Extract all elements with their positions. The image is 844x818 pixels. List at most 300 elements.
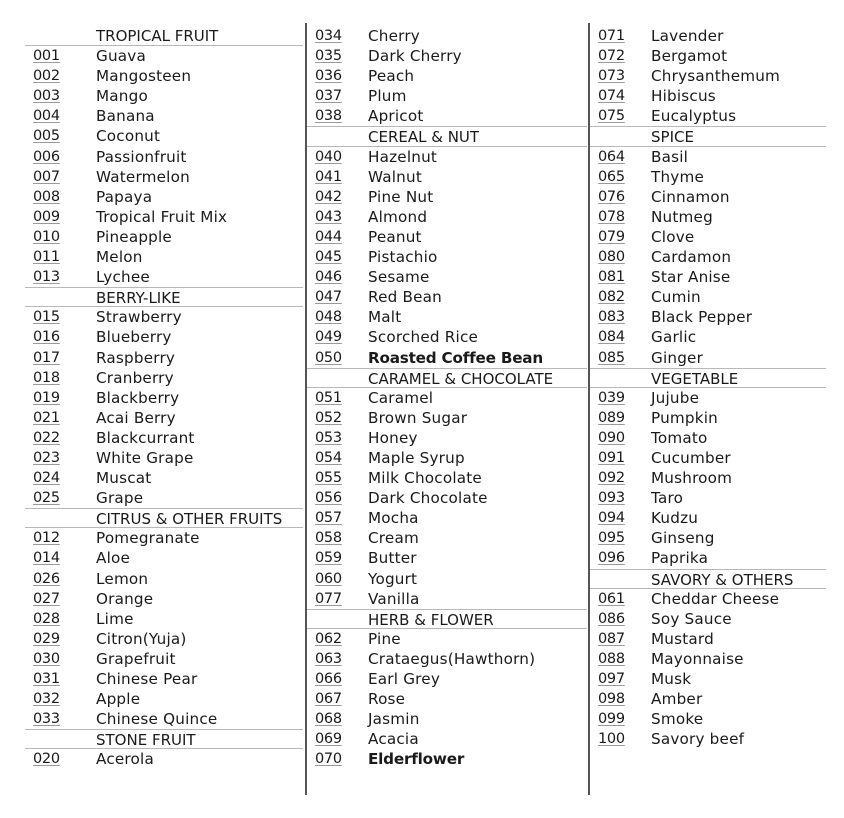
flavor-code: 090 xyxy=(598,429,625,446)
flavor-item xyxy=(25,709,303,729)
flavor-code: 099 xyxy=(598,711,625,728)
flavor-code: 070 xyxy=(315,751,342,768)
flavor-name: Amber xyxy=(651,690,703,709)
flavor-code: 030 xyxy=(33,650,60,667)
flavor-code: 002 xyxy=(33,68,60,85)
flavor-code: 035 xyxy=(315,48,342,65)
flavor-name: Acai Berry xyxy=(96,408,176,427)
flavor-item xyxy=(25,629,303,649)
flavor-name: Plum xyxy=(368,87,407,106)
flavor-item xyxy=(590,428,826,448)
flavor-code: 038 xyxy=(315,108,342,125)
flavor-code: 009 xyxy=(33,208,60,225)
flavor-name: Jasmin xyxy=(368,710,420,729)
flavor-item xyxy=(307,46,587,66)
flavor-code: 006 xyxy=(33,148,60,165)
flavor-item xyxy=(590,548,826,568)
flavor-item xyxy=(307,348,587,368)
flavor-name: Clove xyxy=(651,227,695,246)
flavor-code: 010 xyxy=(33,228,60,245)
flavor-code: 089 xyxy=(598,409,625,426)
flavor-item xyxy=(590,147,826,167)
flavor-code: 060 xyxy=(315,570,342,587)
flavor-item xyxy=(590,669,826,689)
flavor-item xyxy=(590,106,826,126)
flavor-code: 031 xyxy=(33,671,60,687)
flavor-name: Strawberry xyxy=(96,308,182,327)
flavor-name: Ginger xyxy=(651,348,704,367)
flavor-code: 087 xyxy=(598,630,625,647)
flavor-item xyxy=(307,589,587,609)
flavor-code: 072 xyxy=(598,48,625,65)
flavor-code: 071 xyxy=(598,28,625,44)
flavor-item xyxy=(590,629,826,649)
flavor-code: 003 xyxy=(33,88,60,105)
flavor-name: Cream xyxy=(368,529,419,548)
flavor-item xyxy=(307,388,587,408)
flavor-code: 008 xyxy=(33,188,60,205)
flavor-item xyxy=(307,227,587,247)
flavor-item xyxy=(307,147,587,167)
flavor-name: Vanilla xyxy=(368,589,420,608)
flavor-code: 051 xyxy=(315,389,342,406)
flavor-item xyxy=(307,26,587,46)
flavor-item xyxy=(307,327,587,347)
flavor-name: Almond xyxy=(368,207,428,226)
section-title: TROPICAL FRUIT xyxy=(96,27,219,45)
flavor-item xyxy=(590,187,826,207)
flavor-item xyxy=(25,408,303,428)
flavor-name: Smoke xyxy=(651,710,704,729)
flavor-name: Crataegus(Hawthorn) xyxy=(368,649,536,668)
flavor-code: 054 xyxy=(315,449,342,466)
flavor-item xyxy=(25,167,303,187)
flavor-name: Elderflower xyxy=(368,750,465,769)
flavor-item xyxy=(307,669,587,689)
flavor-name: Blackberry xyxy=(96,388,180,407)
flavor-item xyxy=(590,528,826,548)
flavor-code: 011 xyxy=(33,249,60,266)
flavor-item xyxy=(307,167,587,187)
section-header xyxy=(25,26,303,46)
flavor-name: Rose xyxy=(368,690,406,709)
flavor-name: Apricot xyxy=(368,107,424,126)
flavor-item xyxy=(25,428,303,448)
flavor-name: Mocha xyxy=(368,509,419,528)
flavor-name: Paprika xyxy=(651,549,709,568)
flavor-item xyxy=(25,86,303,106)
flavor-code: 058 xyxy=(315,530,342,547)
flavor-code: 018 xyxy=(33,369,60,386)
flavor-name: Ginseng xyxy=(651,529,715,548)
flavor-code: 067 xyxy=(315,691,342,708)
flavor-item xyxy=(590,287,826,307)
flavor-name: Maple Syrup xyxy=(368,448,465,467)
flavor-name: Eucalyptus xyxy=(651,107,737,126)
flavor-name: Walnut xyxy=(368,167,422,186)
flavor-item xyxy=(307,86,587,106)
flavor-item xyxy=(590,468,826,488)
flavor-name: Milk Chocolate xyxy=(368,469,482,488)
flavor-name: Mango xyxy=(96,87,148,106)
flavor-item xyxy=(307,207,587,227)
flavor-name: Papaya xyxy=(96,187,153,206)
flavor-name: Guava xyxy=(96,47,146,66)
flavor-item xyxy=(25,227,303,247)
flavor-code: 020 xyxy=(33,751,60,768)
flavor-item xyxy=(25,267,303,287)
flavor-name: Caramel xyxy=(368,388,434,407)
flavor-code: 094 xyxy=(598,510,625,527)
flavor-code: 044 xyxy=(315,228,342,245)
flavor-name: Banana xyxy=(96,107,155,126)
flavor-code: 059 xyxy=(315,550,342,567)
flavor-code: 083 xyxy=(598,309,625,326)
flavor-code: 086 xyxy=(598,610,625,627)
flavor-name: Honey xyxy=(368,428,418,447)
flavor-item xyxy=(307,448,587,468)
flavor-name: White Grape xyxy=(96,448,194,467)
flavor-code: 053 xyxy=(315,429,342,446)
flavor-name: Yogurt xyxy=(368,569,418,588)
flavor-code: 032 xyxy=(33,691,60,708)
flavor-name: Peach xyxy=(368,67,415,86)
flavor-code: 055 xyxy=(315,470,342,487)
flavor-item xyxy=(590,327,826,347)
flavor-name: Soy Sauce xyxy=(651,609,732,628)
flavor-item xyxy=(25,106,303,126)
flavor-code: 081 xyxy=(598,269,625,286)
flavor-code: 076 xyxy=(598,188,625,205)
flavor-name: Tropical Fruit Mix xyxy=(96,207,228,226)
flavor-code: 061 xyxy=(598,590,625,607)
section-header xyxy=(307,126,587,146)
flavor-item xyxy=(307,247,587,267)
flavor-code: 096 xyxy=(598,550,625,567)
flavor-item xyxy=(25,468,303,488)
flavor-item xyxy=(25,327,303,347)
flavor-item xyxy=(25,348,303,368)
flavor-name: Star Anise xyxy=(651,268,731,287)
flavor-item xyxy=(307,528,587,548)
flavor-item xyxy=(25,488,303,508)
flavor-name: Nutmeg xyxy=(651,207,713,226)
flavor-item xyxy=(590,348,826,368)
flavor-item xyxy=(307,749,587,769)
flavor-column-2 xyxy=(307,26,587,769)
flavor-item xyxy=(590,247,826,267)
flavor-item xyxy=(25,589,303,609)
section-title: STONE FRUIT xyxy=(96,731,196,750)
flavor-name: Lemon xyxy=(96,569,149,588)
flavor-item xyxy=(25,368,303,388)
flavor-code: 013 xyxy=(33,269,60,286)
flavor-item xyxy=(25,126,303,146)
flavor-code: 007 xyxy=(33,168,60,185)
flavor-code: 014 xyxy=(33,550,60,567)
flavor-name: Watermelon xyxy=(96,167,190,186)
flavor-name: Pineapple xyxy=(96,227,172,246)
flavor-code: 042 xyxy=(315,188,342,205)
flavor-item xyxy=(307,267,587,287)
flavor-name: Pistachio xyxy=(368,248,438,267)
flavor-item xyxy=(25,147,303,167)
flavor-item xyxy=(25,307,303,327)
section-header xyxy=(307,609,587,629)
section-header xyxy=(307,368,587,388)
flavor-code: 047 xyxy=(315,289,342,306)
section-title: SAVORY & OTHERS xyxy=(651,570,794,589)
flavor-item xyxy=(590,167,826,187)
flavor-name: Kudzu xyxy=(651,509,699,528)
flavor-item xyxy=(25,669,303,689)
flavor-code: 077 xyxy=(315,590,342,607)
flavor-code: 079 xyxy=(598,228,625,245)
flavor-item xyxy=(25,548,303,568)
section-title: CITRUS & OTHER FRUITS xyxy=(96,510,283,529)
flavor-name: Cheddar Cheese xyxy=(651,589,780,608)
flavor-name: Orange xyxy=(96,589,154,608)
flavor-name: Cumin xyxy=(651,288,701,307)
flavor-code: 026 xyxy=(33,570,60,587)
flavor-code: 037 xyxy=(315,88,342,105)
flavor-item xyxy=(590,46,826,66)
flavor-item xyxy=(590,307,826,327)
flavor-name: Roasted Coffee Bean xyxy=(368,348,543,367)
flavor-name: Basil xyxy=(651,147,689,166)
flavor-code: 041 xyxy=(315,168,342,185)
flavor-name: Cinnamon xyxy=(651,187,730,206)
flavor-item xyxy=(25,689,303,709)
flavor-name: Coconut xyxy=(96,127,161,146)
flavor-code: 064 xyxy=(598,148,625,165)
flavor-name: Lychee xyxy=(96,268,150,287)
flavor-code: 073 xyxy=(598,68,625,85)
flavor-name: Sesame xyxy=(368,268,430,287)
flavor-name: Muscat xyxy=(96,469,152,488)
flavor-code: 078 xyxy=(598,208,625,225)
flavor-item xyxy=(25,66,303,86)
flavor-name: Passionfruit xyxy=(96,147,187,166)
flavor-item xyxy=(590,508,826,528)
flavor-name: Scorched Rice xyxy=(368,328,479,347)
flavor-name: Grapefruit xyxy=(96,649,176,668)
flavor-name: Cranberry xyxy=(96,368,174,387)
flavor-code: 075 xyxy=(598,108,625,125)
flavor-code: 005 xyxy=(33,128,60,145)
flavor-code: 036 xyxy=(315,68,342,85)
flavor-item xyxy=(307,307,587,327)
flavor-column-3 xyxy=(590,26,826,749)
flavor-name: Pine xyxy=(368,629,401,648)
flavor-code: 100 xyxy=(598,731,625,748)
flavor-item xyxy=(25,448,303,468)
flavor-item xyxy=(590,267,826,287)
flavor-code: 043 xyxy=(315,208,342,225)
flavor-item xyxy=(590,649,826,669)
flavor-code: 048 xyxy=(315,309,342,326)
flavor-item xyxy=(25,749,303,769)
flavor-code: 080 xyxy=(598,249,625,266)
flavor-name: Apple xyxy=(96,690,141,709)
flavor-code: 082 xyxy=(598,289,625,306)
flavor-name: Raspberry xyxy=(96,348,176,367)
flavor-code: 016 xyxy=(33,329,60,346)
flavor-name: Bergamot xyxy=(651,47,728,66)
flavor-item xyxy=(25,649,303,669)
flavor-name: Butter xyxy=(368,549,417,568)
section-title: CARAMEL & CHOCOLATE xyxy=(368,369,554,388)
flavor-code: 085 xyxy=(598,349,625,366)
flavor-code: 029 xyxy=(33,630,60,647)
flavor-name: Cherry xyxy=(368,27,420,45)
flavor-code: 062 xyxy=(315,630,342,647)
flavor-item xyxy=(25,528,303,548)
flavor-name: Mangosteen xyxy=(96,67,192,86)
flavor-name: Jujube xyxy=(651,388,700,407)
flavor-code: 093 xyxy=(598,490,625,507)
flavor-name: Black Pepper xyxy=(651,308,753,327)
section-header xyxy=(25,729,303,749)
flavor-item xyxy=(590,207,826,227)
flavor-item xyxy=(307,468,587,488)
flavor-name: Thyme xyxy=(651,167,705,186)
flavor-code: 025 xyxy=(33,490,60,507)
flavor-name: Mushroom xyxy=(651,469,733,488)
flavor-code: 039 xyxy=(598,389,625,406)
flavor-code: 034 xyxy=(315,28,342,44)
section-header xyxy=(25,508,303,528)
flavor-code: 050 xyxy=(315,349,342,366)
flavor-code: 056 xyxy=(315,490,342,507)
flavor-name: Acerola xyxy=(96,750,154,769)
flavor-name: Chinese Pear xyxy=(96,670,198,688)
flavor-name: Malt xyxy=(368,308,402,327)
flavor-item xyxy=(590,86,826,106)
flavor-name: Taro xyxy=(651,489,684,508)
flavor-item xyxy=(307,709,587,729)
flavor-code: 066 xyxy=(315,671,342,687)
flavor-name: Dark Chocolate xyxy=(368,489,488,508)
flavor-name: Garlic xyxy=(651,328,697,347)
flavor-code: 095 xyxy=(598,530,625,547)
flavor-name: Pomegranate xyxy=(96,529,200,548)
flavor-name: Blueberry xyxy=(96,328,172,347)
flavor-code: 052 xyxy=(315,409,342,426)
flavor-name: Cucumber xyxy=(651,448,731,467)
flavor-code: 028 xyxy=(33,610,60,627)
flavor-code: 098 xyxy=(598,691,625,708)
flavor-item xyxy=(307,729,587,749)
section-title: HERB & FLOWER xyxy=(368,610,494,629)
flavor-code: 021 xyxy=(33,409,60,426)
flavor-code: 001 xyxy=(33,48,60,65)
flavor-name: Blackcurrant xyxy=(96,428,195,447)
flavor-name: Lime xyxy=(96,609,134,628)
section-header xyxy=(590,368,826,388)
flavor-name: Citron(Yuja) xyxy=(96,629,187,648)
flavor-name: Grape xyxy=(96,489,144,508)
flavor-code: 091 xyxy=(598,449,625,466)
flavor-name: Hazelnut xyxy=(368,147,438,166)
flavor-item xyxy=(25,388,303,408)
flavor-name: Peanut xyxy=(368,227,422,246)
flavor-code: 057 xyxy=(315,510,342,527)
flavor-code: 063 xyxy=(315,650,342,667)
flavor-item xyxy=(307,569,587,589)
flavor-code: 084 xyxy=(598,329,625,346)
flavor-item xyxy=(590,66,826,86)
flavor-name: Earl Grey xyxy=(368,670,441,688)
flavor-name: Aloe xyxy=(96,549,131,568)
flavor-item xyxy=(590,227,826,247)
flavor-item xyxy=(307,66,587,86)
flavor-item xyxy=(25,247,303,267)
flavor-name: Acacia xyxy=(368,730,419,749)
flavor-item xyxy=(307,548,587,568)
flavor-code: 019 xyxy=(33,389,60,406)
flavor-item xyxy=(590,448,826,468)
flavor-code: 017 xyxy=(33,349,60,366)
flavor-name: Musk xyxy=(651,670,692,688)
flavor-code: 065 xyxy=(598,168,625,185)
flavor-code: 022 xyxy=(33,429,60,446)
section-title: VEGETABLE xyxy=(651,369,739,388)
flavor-code: 027 xyxy=(33,590,60,607)
flavor-item xyxy=(307,106,587,126)
flavor-code: 097 xyxy=(598,671,625,687)
flavor-name: Mayonnaise xyxy=(651,649,744,668)
flavor-item xyxy=(590,609,826,629)
flavor-item xyxy=(307,287,587,307)
flavor-item xyxy=(307,689,587,709)
flavor-item xyxy=(25,187,303,207)
flavor-name: Red Bean xyxy=(368,288,442,307)
flavor-item xyxy=(590,689,826,709)
flavor-code: 046 xyxy=(315,269,342,286)
flavor-name: Chinese Quince xyxy=(96,710,218,729)
flavor-code: 088 xyxy=(598,650,625,667)
flavor-code: 023 xyxy=(33,449,60,466)
flavor-item xyxy=(590,709,826,729)
flavor-code: 074 xyxy=(598,88,625,105)
section-header xyxy=(590,126,826,146)
flavor-item xyxy=(25,569,303,589)
flavor-name: Tomato xyxy=(651,428,708,447)
flavor-name: Chrysanthemum xyxy=(651,67,781,86)
flavor-name: Hibiscus xyxy=(651,87,716,106)
flavor-code: 040 xyxy=(315,148,342,165)
flavor-name: Pine Nut xyxy=(368,187,434,206)
flavor-item xyxy=(590,388,826,408)
flavor-item xyxy=(590,488,826,508)
flavor-item xyxy=(307,428,587,448)
flavor-item xyxy=(590,408,826,428)
flavor-item xyxy=(590,729,826,749)
flavor-code: 033 xyxy=(33,711,60,728)
flavor-item xyxy=(590,589,826,609)
flavor-name: Cardamon xyxy=(651,248,732,267)
flavor-item xyxy=(307,508,587,528)
flavor-name: Dark Cherry xyxy=(368,47,462,66)
flavor-item xyxy=(307,187,587,207)
flavor-name: Savory beef xyxy=(651,730,745,749)
flavor-code: 069 xyxy=(315,731,342,748)
section-header xyxy=(590,569,826,589)
section-title: SPICE xyxy=(651,128,694,147)
flavor-name: Lavender xyxy=(651,27,724,45)
flavor-name: Pumpkin xyxy=(651,408,718,427)
